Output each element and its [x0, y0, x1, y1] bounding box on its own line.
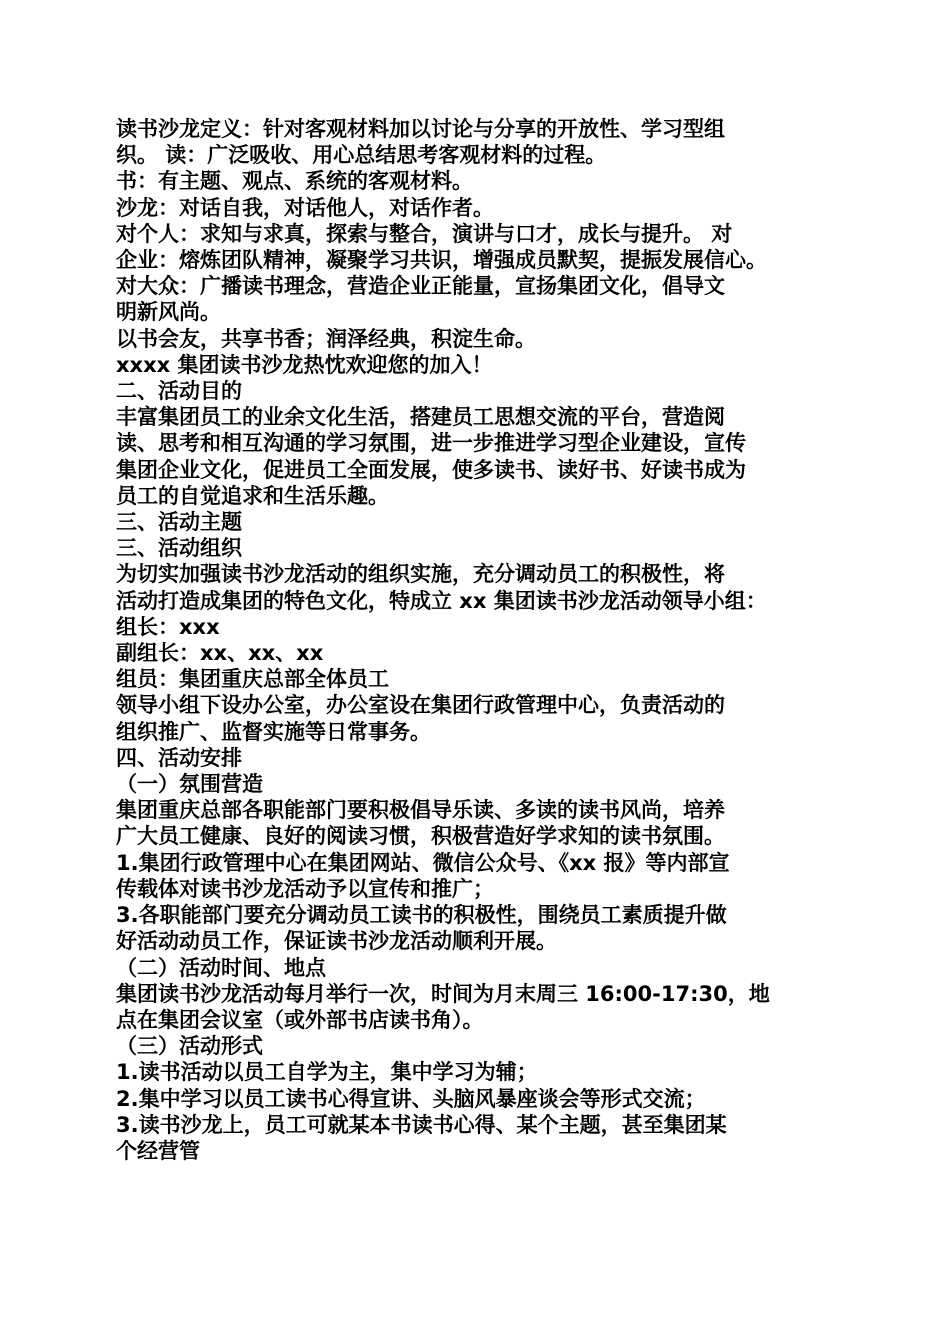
text-line: 丰富集团员工的业余文化生活，搭建员工思想交流的平台，营造阅 — [116, 405, 725, 430]
section-heading: 三、活动组织 — [116, 536, 242, 561]
text-line: 2.集中学习以员工读书心得宣讲、头脑风暴座谈会等形式交流； — [116, 1086, 706, 1111]
text-line: 组长：xxx — [116, 614, 220, 639]
text-line: 织。 读：广泛吸收、用心总结思考客观材料的过程。 — [116, 143, 607, 168]
text-line: 领导小组下设办公室，办公室设在集团行政管理中心，负责活动的 — [116, 693, 725, 718]
section-heading: 四、活动安排 — [116, 745, 242, 770]
text-line: 集团重庆总部各职能部门要积极倡导乐读、多读的读书风尚，培养 — [116, 798, 725, 823]
section-heading: 二、活动目的 — [116, 379, 242, 404]
text-line: 广大员工健康、良好的阅读习惯，积极营造好学求知的读书氛围。 — [116, 824, 725, 849]
text-line: 点在集团会议室（或外部书店读书角）。 — [116, 1007, 484, 1032]
text-line: 3.读书沙龙上，员工可就某本书读书心得、某个主题，甚至集团某 — [116, 1112, 727, 1137]
document-body — [116, 116, 846, 1164]
text-line: 好活动动员工作，保证读书沙龙活动顺利开展。 — [116, 929, 557, 954]
text-line: 对个人：求知与求真，探索与整合，演讲与口才，成长与提升。 对 — [116, 221, 733, 246]
text-line: 组织推广、监督实施等日常事务。 — [116, 719, 431, 744]
text-line: 对大众：广播读书理念，营造企业正能量，宣扬集团文化，倡导文 — [116, 274, 725, 299]
text-line: 传载体对读书沙龙活动予以宣传和推广； — [116, 876, 494, 901]
section-heading: 三、活动主题 — [116, 510, 242, 535]
text-line: 读、思考和相互沟通的学习氛围，进一步推进学习型企业建设，宣传 — [116, 431, 746, 456]
text-line: 明新风尚。 — [116, 300, 221, 325]
text-line: 集团读书沙龙活动每月举行一次，时间为月末周三 16:00-17:30，地 — [116, 981, 770, 1006]
text-line: 3.各职能部门要充分调动员工读书的积极性，围绕员工素质提升做 — [116, 903, 727, 928]
text-line: 1.读书活动以员工自学为主，集中学习为辅； — [116, 1060, 538, 1085]
subsection-heading: （三）活动形式 — [116, 1034, 263, 1059]
subsection-heading: （一）氛围营造 — [116, 772, 263, 797]
text-line: xxxx 集团读书沙龙热忱欢迎您的加入！ — [116, 352, 493, 377]
text-line: 沙龙：对话自我，对话他人，对话作者。 — [116, 195, 494, 220]
text-line: 副组长：xx、xx、xx — [116, 641, 324, 666]
text-line: 为切实加强读书沙龙活动的组织实施，充分调动员工的积极性，将 — [116, 562, 725, 587]
text-line: 活动打造成集团的特色文化，特成立 xx 集团读书沙龙活动领导小组： — [116, 588, 767, 613]
text-line: 组员：集团重庆总部全体员工 — [116, 667, 389, 692]
text-line: 书：有主题、观点、系统的客观材料。 — [116, 169, 473, 194]
text-line: 个经营管 — [116, 1138, 200, 1163]
text-line: 集团企业文化，促进员工全面发展，使多读书、读好书、好读书成为 — [116, 457, 746, 482]
text-line: 1.集团行政管理中心在集团网站、微信公众号、《xx 报》等内部宣 — [116, 850, 730, 875]
subsection-heading: （二）活动时间、地点 — [116, 955, 326, 980]
text-line: 员工的自觉追求和生活乐趣。 — [116, 483, 389, 508]
text-line: 读书沙龙定义：针对客观材料加以讨论与分享的开放性、学习型组 — [116, 117, 725, 141]
text-line: 企业：熔炼团队精神，凝聚学习共识，增强成员默契，提振发展信心。 — [116, 248, 767, 273]
text-line: 以书会友，共享书香；润泽经典，积淀生命。 — [116, 326, 536, 351]
